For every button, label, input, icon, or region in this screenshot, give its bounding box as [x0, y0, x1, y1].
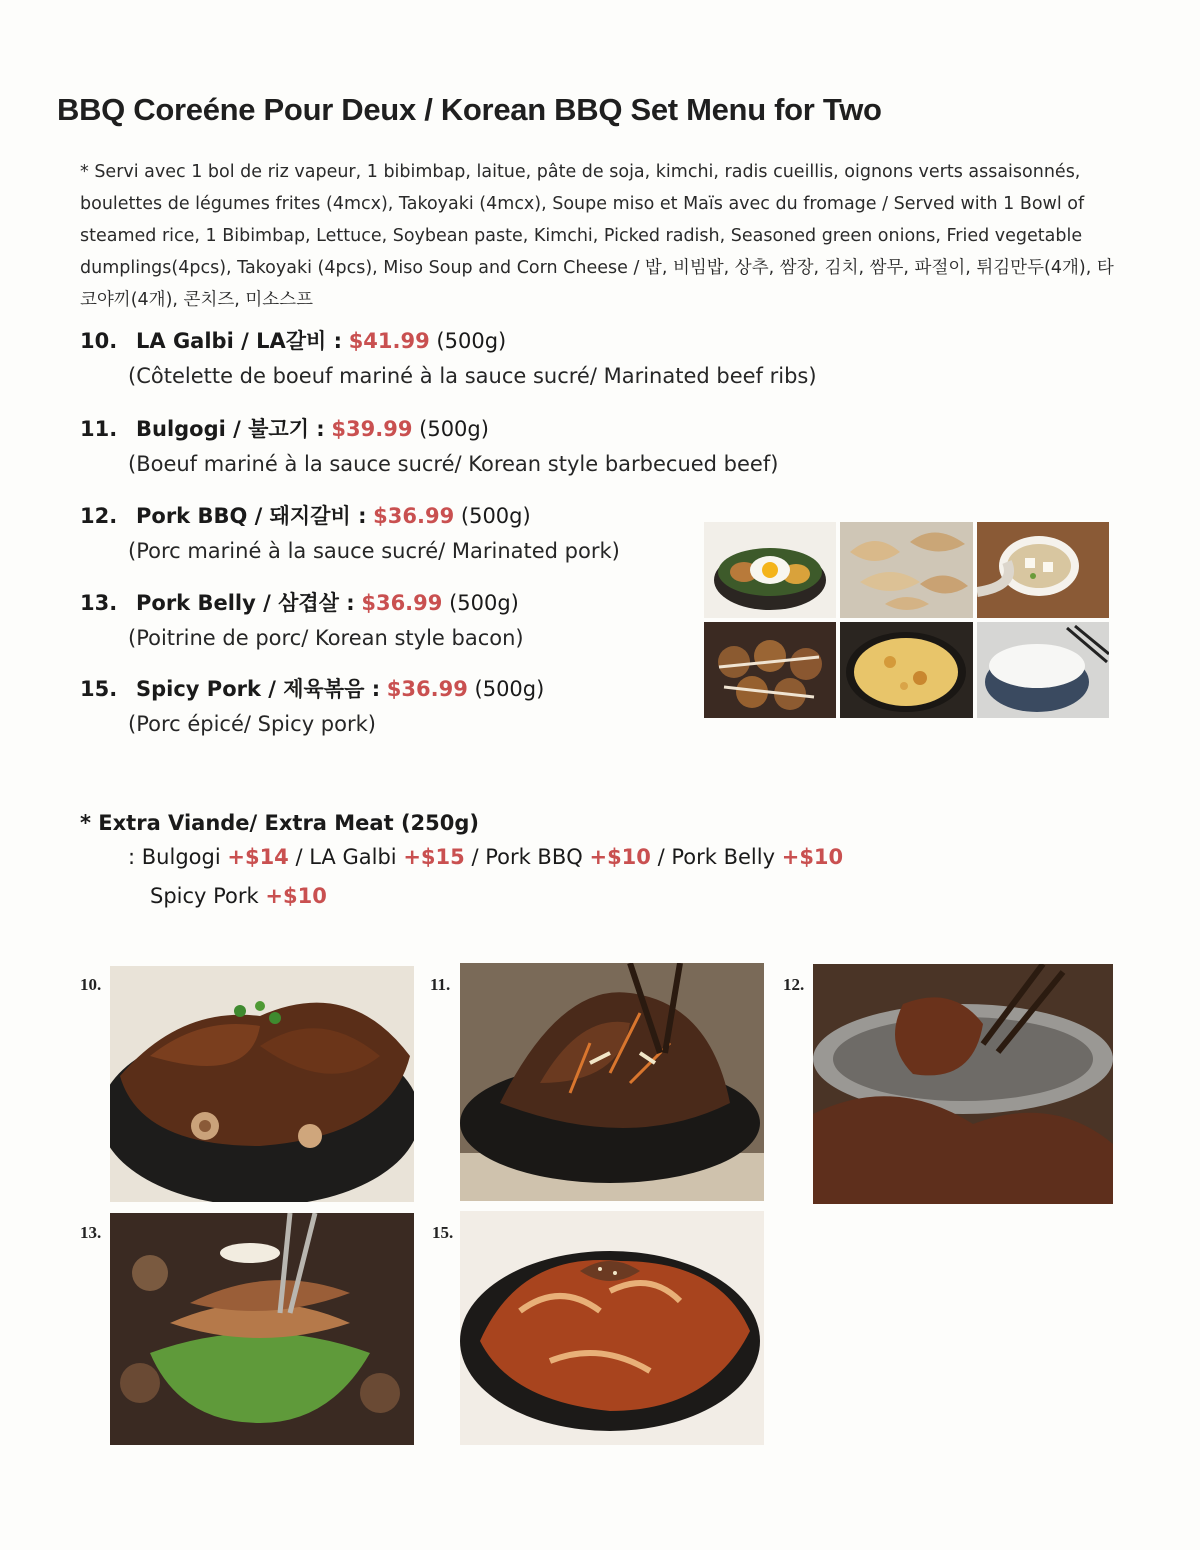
pork-bbq-photo	[813, 964, 1113, 1204]
menu-item-bulgogi	[80, 414, 778, 484]
pork-belly-photo	[110, 1213, 414, 1445]
item-name: Pork Belly / 삼겹살 :	[136, 591, 355, 615]
item-weight: (500g)	[436, 329, 507, 353]
item-name: Bulgogi / 불고기 :	[136, 417, 325, 441]
item-name: Spicy Pork / 제육볶음 :	[136, 677, 381, 701]
item-price: $36.99	[361, 591, 443, 615]
bulgogi-photo	[460, 963, 764, 1201]
photo-label-11: 11.	[430, 975, 451, 994]
page-title: BBQ Coreéne Pour Deux / Korean BBQ Set Menu for Two	[57, 92, 882, 127]
set-menu-description: * Servi avec 1 bol de riz vapeur, 1 bibimbap, laitue, pâte de soja, kimchi, radis cueillis, oignons verts assaisonnés, boulettes de légumes frites (4mcx), Takoyaki (4mcx), Soupe miso et Maïs avec du fromage / Served with 1 Bowl of steamed rice, 1 Bibimbap, Lettuce, Soybean paste, Kimchi, Picked radish, Seasoned green onions, Fried vegetable dumplings(4pcs), Takoyaki (4pcs), Miso Soup and Corn Cheese / 밥, 비빔밥, 상추, 쌈장, 김치, 쌈무, 파절이, 튀김만두(4개), 타코야끼(4개), 콘치즈, 미소스프	[80, 162, 1114, 310]
extra-spicy-pork: Spicy Pork	[150, 884, 259, 908]
item-number: 10.	[80, 329, 118, 353]
corn-cheese-photo	[840, 622, 973, 718]
steamed-rice-photo	[977, 622, 1109, 718]
separator: /	[657, 845, 665, 869]
extra-bulgogi-price: +$14	[227, 845, 289, 869]
photo-label-12: 12.	[783, 975, 805, 994]
item-number: 15.	[80, 677, 118, 701]
extra-meat-prices	[80, 838, 843, 877]
extra-bulgogi: Bulgogi	[141, 845, 221, 869]
separator: /	[471, 845, 479, 869]
item-price: $41.99	[348, 329, 430, 353]
extra-pork-bbq: Pork BBQ	[485, 845, 583, 869]
item-weight: (500g)	[460, 504, 531, 528]
extra-meat-heading: * Extra Viande/ Extra Meat (250g)	[80, 811, 480, 835]
item-weight: (500g)	[419, 417, 489, 441]
extra-pork-bbq-price: +$10	[589, 845, 651, 869]
extra-pork-belly: Pork Belly	[671, 845, 776, 869]
side-dishes-photo-grid	[704, 522, 1106, 722]
menu-item-pork-bbq	[80, 501, 620, 571]
photo-label-13: 13.	[80, 1223, 102, 1242]
item-name: Pork BBQ / 돼지갈비 :	[136, 504, 367, 528]
menu-item-spicy-pork	[80, 674, 544, 744]
item-description: (Porc mariné à la sauce sucré/ Marinated pork)	[128, 539, 620, 563]
item-description: (Boeuf mariné à la sauce sucré/ Korean style barbecued beef)	[128, 452, 779, 476]
extra-spicy-pork-price: +$10	[265, 884, 327, 908]
la-galbi-photo	[110, 966, 414, 1202]
item-price: $36.99	[373, 504, 455, 528]
separator: /	[295, 845, 303, 869]
extra-meat-prices-line-2	[80, 877, 843, 916]
item-number: 11.	[80, 417, 118, 441]
item-number: 12.	[80, 504, 118, 528]
item-description: (Poitrine de porc/ Korean style bacon)	[128, 626, 524, 650]
item-weight: (500g)	[474, 677, 545, 701]
dumplings-photo	[840, 522, 973, 618]
extra-pork-belly-price: +$10	[781, 845, 844, 869]
item-description: (Côtelette de boeuf mariné à la sauce sucré/ Marinated beef ribs)	[128, 364, 817, 388]
menu-item-pork-belly	[80, 588, 524, 658]
miso-soup-photo	[977, 522, 1109, 618]
item-weight: (500g)	[449, 591, 519, 615]
bibimbap-photo	[704, 522, 836, 618]
menu-item-la-galbi	[80, 326, 817, 396]
photo-label-15: 15.	[432, 1223, 454, 1242]
item-number: 13.	[80, 591, 118, 615]
item-price: $36.99	[386, 677, 468, 701]
extra-la-galbi: LA Galbi	[309, 845, 397, 869]
item-price: $39.99	[331, 417, 413, 441]
colon: :	[128, 845, 136, 869]
takoyaki-photo	[704, 622, 836, 718]
extra-la-galbi-price: +$15	[403, 845, 465, 869]
photo-label-10: 10.	[80, 975, 102, 994]
item-name: LA Galbi / LA갈비 :	[136, 329, 342, 353]
spicy-pork-photo	[460, 1211, 764, 1445]
extra-meat-section	[80, 808, 843, 916]
item-description: (Porc épicé/ Spicy pork)	[128, 712, 376, 736]
